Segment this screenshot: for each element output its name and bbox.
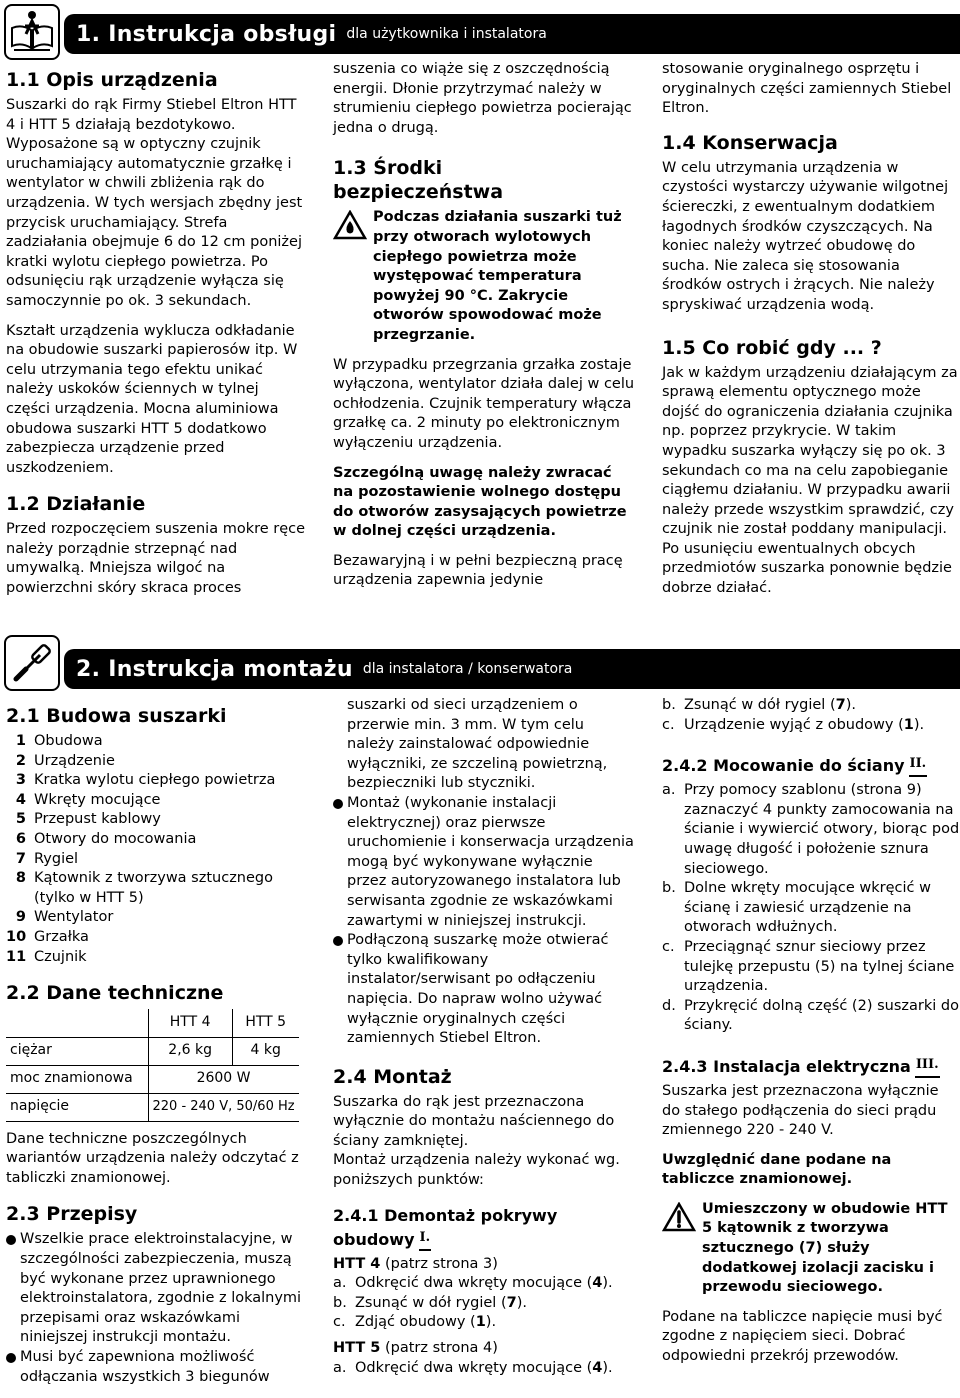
- steps-htt4: [333, 1274, 635, 1333]
- tech-data-table: [6, 1009, 299, 1122]
- para-2-4b: Montaż urządzenia należy wykonać wg. poniższych punktów:: [333, 1152, 620, 1189]
- heading-1-5: 1.5 Co robić gdy ... ?: [662, 336, 882, 359]
- tech-cell: 4 kg: [232, 1037, 298, 1065]
- para-1-3b: Szczególną uwagę należy zwracać na pozostawienie wolnego dostępu do otworów zasysających powietrze w dolnej części urządzenia.: [333, 464, 627, 540]
- book-icon: [4, 4, 60, 60]
- list-item: 7 Rygiel: [15, 850, 79, 867]
- fire-warning-icon: [333, 210, 367, 240]
- list-item: [6, 1348, 306, 1387]
- para-1-1b: Kształt urządzenia wyklucza odkładanie na obudowie suszarki papierosów itp. W celu utrzymania tego efektu unikać należy uskoków ściennych w tylnej części urządzenia. Mocna aluminiowa obudowa suszarki HTT 5 dodatkowo zabezpiecza urządzenie przed uszkodzeniem.: [6, 322, 298, 476]
- tech-col-htt4: HTT 4: [148, 1009, 232, 1037]
- section-1-subtitle: dla użytkownika i instalatora: [346, 26, 547, 42]
- para-2-4-3: Suszarka jest przeznaczona wyłącznie do stałego podłączenia do sieci prądu zmiennego 220 - 240 V.: [662, 1082, 939, 1139]
- parts-list: [6, 732, 306, 967]
- heading-1-2: 1.2 Działanie: [6, 493, 146, 516]
- rule-2-cont: suszarki od sieci urządzeniem o przerwie min. 3 mm. W tym celu należy zainstalować odpowiednie wyłączniki, ze szczeliną powietrzną, bezpieczniki lub styczniki.: [347, 697, 608, 792]
- list-item: c. Przeciągnąć sznur sieciowy przez tulejkę przepustu (5) na tylnej ściane urządzenia.: [662, 938, 955, 995]
- section-2-subtitle: dla instalatora / konserwatora: [362, 661, 573, 677]
- list-item: a. Odkręcić dwa wkręty mocujące (4).: [333, 1359, 613, 1376]
- tech-cell: 2,6 kg: [148, 1037, 232, 1065]
- para-1-3c: Bezawaryjną i w pełni bezpieczną pracę urządzenia zapewnia jedynie: [333, 552, 623, 589]
- para-1-2-cont: suszenia co wiąże się z oszczędnością energii. Dłonie przytrzymać należy w strumieniu ciepłego powietrza pocierając jedna o drugą.: [333, 61, 632, 136]
- s2-column-3: [662, 696, 960, 1367]
- para-2-4-3c: Podane na tabliczce napięcie musi być zgodne z napięciem sieci. Dobrać odpowiedni przekrój przewodów.: [662, 1308, 943, 1365]
- list-item: a. Przy pomocy szablonu (strona 9) zaznaczyć 4 punkty zamocowania na ścianie i wywiercić otwory, biorąc pod uwagę długość i położenie sznura sieciowego.: [662, 782, 960, 877]
- tech-row-label: napięcie: [6, 1093, 148, 1121]
- steps-htt5-cont: [662, 696, 960, 735]
- heading-2-3: 2.3 Przepisy: [6, 1203, 138, 1226]
- roman-numeral-3: III.: [915, 1054, 940, 1078]
- heading-1-4: 1.4 Konserwacja: [662, 131, 838, 154]
- heading-2-4: 2.4 Montaż: [333, 1065, 452, 1088]
- para-2-2: Dane techniczne poszczególnych wariantów urządzenia należy odczytać z tabliczki znamionowej.: [6, 1130, 299, 1186]
- screwdriver-icon: [4, 635, 60, 691]
- list-item: 6 Otwory do mocowania: [15, 830, 197, 847]
- warning-1-3-text: Podczas działania suszarki tuż przy otworach wylotowych ciepłego powietrza może występować temperatura powyżej 90 °C. Zakrycie otworów spowodować może przegrzanie.: [373, 209, 622, 343]
- list-item: 1 Obudowa: [15, 733, 103, 749]
- section-1-title: 1. Instrukcja obsługi: [76, 21, 337, 47]
- heading-2-2: 2.2 Dane techniczne: [6, 982, 224, 1005]
- section-2-title: 2. Instrukcja montażu: [76, 656, 353, 682]
- tech-cell: 220 - 240 V, 50/60 Hz: [148, 1093, 299, 1121]
- roman-numeral-2: II.: [909, 753, 928, 777]
- steps-htt5: [333, 1359, 635, 1379]
- heading-2-4-1: 2.4.1 Demontaż pokrywy obudowy I.: [333, 1205, 558, 1249]
- tech-col-htt5: HTT 5: [232, 1009, 298, 1037]
- list-item: 5 Przepust kablowy: [15, 811, 161, 828]
- para-1-4: W celu utrzymania urządzenia w czystości wystarczy używanie wilgotnej ściereczki, z ewentualnym dodatkiem łagodnych środków czyszczących. Na koniec należy wytrzeć obudowę do sucha. Nie zaleca się stosowania środków ostrych i żrących. Nie należy spryskiwać urządzenia wodą.: [662, 159, 949, 313]
- list-item: Podłączoną suszarkę może otwierać tylko kwalifikowany instalator/serwisant po odłączeniu napięcia. Do napraw wolno używać wyłącznie oryginalnych części zamiennych Stiebel Eltron.: [333, 931, 635, 1049]
- heading-2-4-2: 2.4.2 Mocowanie do ściany II.: [662, 753, 960, 777]
- tech-cell: 2600 W: [148, 1065, 299, 1093]
- list-item: 10 Grzałka: [6, 928, 89, 945]
- s2-column-1: [6, 694, 306, 1387]
- rule-2-part-a: Musi być zapewniona możliwość odłączania wszystkich 3 biegunów: [20, 1348, 270, 1385]
- list-item: 11 Czujnik: [6, 948, 87, 965]
- section-1-header: [64, 14, 960, 54]
- section-2-header: [64, 649, 960, 689]
- rules-list-cont: [333, 794, 635, 1049]
- rules-list: [6, 1230, 306, 1387]
- heading-2-1: 2.1 Budowa suszarki: [6, 705, 227, 727]
- para-1-5: Jak w każdym urządzeniu działającym za sprawą elementu optycznego może dojść do ograniczenia działania czujnika np. poprzez przykrycie. W takim wypadku suszarka wyłączy się po ok. 3 sekundach co ma na celu zapobieganie ciągłemu działaniu. W przypadku awarii należy przede wszystkim sprawdzić, czy czujnik nie został poddany manipulacji. Po usunięciu ewentualnych obcych przedmiotów suszarka ponownie będzie dobrze działać.: [662, 364, 958, 597]
- list-item: Montaż (wykonanie instalacji elektrycznej) oraz pierwsze uruchomienie i konserwacja urządzenia mogą być wykonywane wyłącznie przez autoryzowanego instalatora lub serwisanta zgodnie ze wskazówkami zawartymi w niniejszej instrukcji.: [333, 794, 635, 931]
- list-item: d. Przykręcić dolną część (2) suszarki do ściany.: [662, 997, 959, 1034]
- list-item: 9 Wentylator: [15, 909, 114, 926]
- heading-2-4-3: 2.4.3 Instalacja elektryczna III.: [662, 1054, 960, 1078]
- s1-column-3: [662, 60, 960, 599]
- steps-wall: [662, 781, 960, 1036]
- para-1-2: Przed rozpoczęciem suszenia mokre ręce należy porządnie strzepnąć nad umywalką. Mniejsza wilgoć na powierzchni skóry skraca proces: [6, 521, 306, 597]
- s2-column-2: [333, 696, 635, 1378]
- list-item: 4 Wkręty mocujące: [15, 791, 161, 808]
- para-2-4a: Suszarka do rąk jest przeznaczona wyłącznie do montażu naściennego do ściany zamkniętej.: [333, 1093, 615, 1149]
- heading-1-1: 1.1 Opis urządzenia: [6, 69, 218, 91]
- warning-2-4-3: [662, 1200, 960, 1298]
- tech-row-label: moc znamionowa: [6, 1065, 148, 1093]
- list-item: Wszelkie prace elektroinstalacyjne, w szczególności zabezpieczenia, muszą być wykonane przez uprawnionego elektroinstalatora, zgodnie z lokalnymi przepisami oraz wskazówkami niniejszej instrukcji montażu.: [6, 1230, 306, 1348]
- s1-column-2: [333, 60, 635, 591]
- list-item: c. Urządzenie wyjąć z obudowy (1).: [662, 716, 925, 733]
- warning-1-3: [333, 208, 635, 345]
- list-item: 8 Kątownik z tworzywa sztucznego (tylko w HTT 5): [15, 870, 273, 906]
- list-item: b. Zsunąć w dół rygiel (7).: [662, 697, 856, 713]
- tech-row-label: ciężar: [6, 1037, 148, 1065]
- list-item: b. Dolne wkręty mocujące wkręcić w ścianę i zawiesić urządzenie na otworach wdłużnych.: [662, 880, 931, 936]
- warning-icon: [662, 1202, 696, 1232]
- list-item: c. Zdjąć obudowy (1).: [333, 1314, 497, 1331]
- roman-numeral-1: I.: [419, 1227, 432, 1251]
- para-2-4-3b: Uwzględnić dane podane na tabliczce znamionowej.: [662, 1151, 892, 1188]
- para-1-1: Suszarki do rąk Firmy Stiebel Eltron HTT 4 i HTT 5 działają bezdotykowo. Wyposażone są w optyczny czujnik uruchamiający automatycznie grzałkę i wentylator w chwili zbliżenia rąk do urządzenia. W tych wersjach zbędny jest przycisk uruchamiający. Strefa zadziałania obejmuje 6 do 12 cm poniżej kratki wylotu ciepłego powietrza. Po odsunięciu rąk urządzenie wyłącza się samoczynnie po ok. 3 sekundach.: [6, 97, 303, 309]
- warning-2-4-3-text: Umieszczony w obudowie HTT 5 kątownik z tworzywa sztucznego (7) służy dodatkowej izolacji zacisku i przewodu sieciowego.: [702, 1200, 948, 1296]
- list-item: 3 Kratka wylotu ciepłego powietrza: [15, 772, 276, 789]
- htt5-label: HTT 5 (patrz strona 4): [333, 1340, 498, 1357]
- list-item: a. Odkręcić dwa wkręty mocujące (4).: [333, 1275, 613, 1292]
- list-item: 2 Urządzenie: [15, 752, 115, 769]
- para-1-3d: stosowanie oryginalnego osprzętu i oryginalnych części zamiennych Stiebel Eltron.: [662, 61, 952, 117]
- para-1-3a: W przypadku przegrzania grzałka zostaje wyłączona, wentylator działa dalej w celu ochłodzenia. Czujnik temperatury włącza grzałkę ca. 2 minuty po elektronicznym wyłączeniu urządzenia.: [333, 356, 635, 451]
- list-item: b. Zsunąć w dół rygiel (7).: [333, 1294, 527, 1311]
- heading-1-3: 1.3 Środki bezpieczeństwa: [333, 157, 504, 204]
- s1-column-1: [6, 58, 306, 599]
- htt4-label: HTT 4 (patrz strona 3): [333, 1255, 498, 1272]
